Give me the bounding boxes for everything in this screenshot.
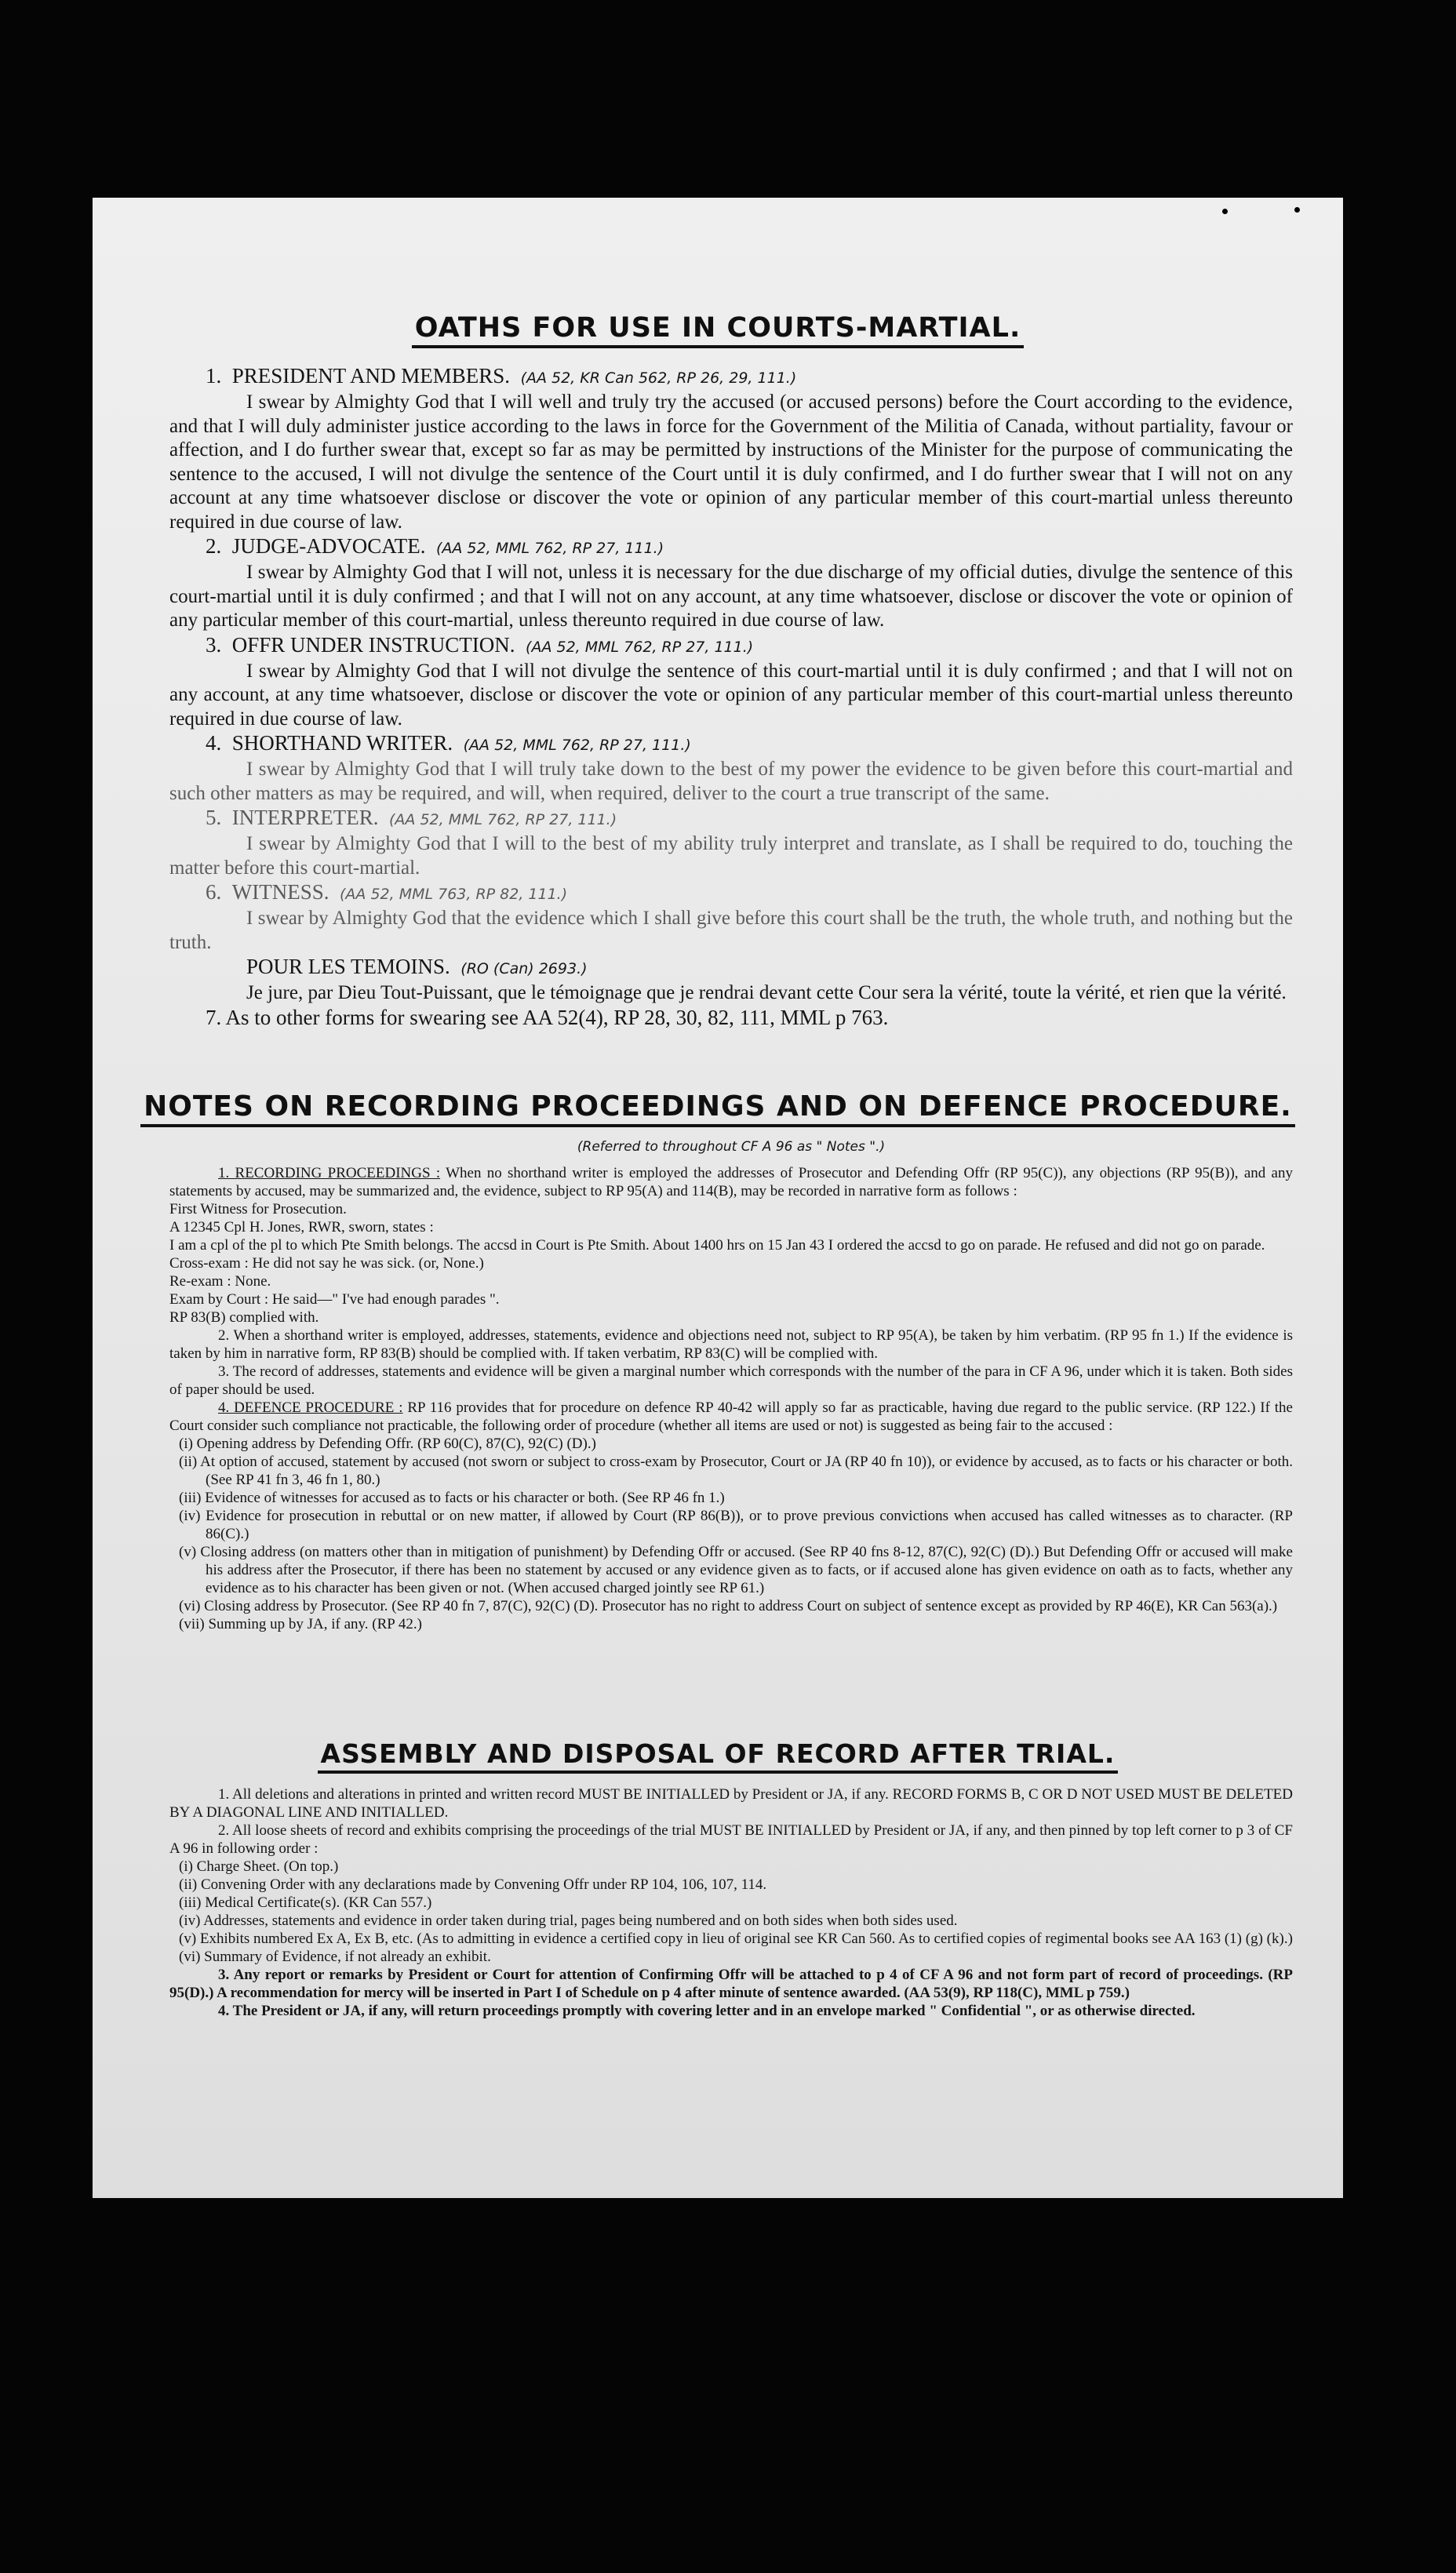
oath-shorthand-text: I swear by Almighty God that I will truly take down to the best of my power the evidence to be given before this court-martial and such other matters as may be required, and will, when required, deliver to the court a true transcript of the same. [169, 759, 1293, 804]
oaths-title: OATHS FOR USE IN COURTS-MARTIAL. [93, 312, 1343, 344]
oath-witness-text: I swear by Almighty God that the evidence which I shall give before this court shall be the truth, the whole truth, and nothing but the truth. [169, 908, 1293, 953]
example-line: A 12345 Cpl H. Jones, RWR, sworn, states : [169, 1219, 434, 1236]
example-line: Re-exam : None. [169, 1273, 271, 1290]
assembly-item: (i) Charge Sheet. (On top.) [179, 1858, 339, 1875]
assembly-item: (v) Exhibits numbered Ex A, Ex B, etc. (As to admitting in evidence a certified copy in lieu of original see KR Can 560. As to certified copies of regimental books see AA 163 (1) (g) (k).) [179, 1931, 1293, 1947]
oath-president-heading: 1. PRESIDENT AND MEMBERS. (AA 52, KR Can 562, RP 26, 29, 111.) [206, 364, 797, 388]
notes-section [169, 1139, 1293, 1633]
oath-judge-advocate-heading: 2. JUDGE-ADVOCATE. (AA 52, MML 762, RP 27, 111.) [206, 534, 664, 558]
oath-shorthand-heading: 4. SHORTHAND WRITER. (AA 52, MML 762, RP 27, 111.) [206, 731, 691, 755]
notes-para-1: 1. RECORDING PROCEEDINGS : When no shorthand writer is employed the addresses of Prosecutor and Defending Offr (RP 95(C)), any objections (RP 95(B)), and any statements by accused, may be summarized and, the evidence, subject to RP 95(A) and 114(B), may be recorded in narrative form as follows : [169, 1165, 1293, 1199]
assembly-item: (ii) Convening Order with any declarations made by Convening Offr under RP 104, 106, 107, 114. [179, 1876, 767, 1893]
defence-item: (vi) Closing address by Prosecutor. (See RP 40 fn 7, 87(C), 92(C) (D). Prosecutor has no right to address Court on subject of sentence except as provided by RP 46(E), KR Can 563(a).) [179, 1598, 1278, 1614]
oath-judge-advocate-text: I swear by Almighty God that I will not, unless it is necessary for the due discharge of my official duties, divulge the sentence of this court-martial until it is duly confirmed ; and that I will not on any account, at any time whatsoever, disclose or discover the vote or opinion of any particular member of this court-martial, unless thereunto required in due course of law. [169, 562, 1293, 631]
defence-item: (v) Closing address (on matters other than in mitigation of punishment) by Defending Offr or accused. (See RP 40 fns 8-12, 87(C), 92(C) (D).) But Defending Offr or accused will make his address after the Prosecutor, if there has been no statement by accused or any evidence given as to facts, or if accused alone has given evidence on oath as to facts, whether any evidence as to his character has been given or not. (When accused charged jointly see RP 61.) [179, 1544, 1293, 1596]
document-page [93, 198, 1343, 2198]
oath-president-text: I swear by Almighty God that I will well and truly try the accused (or accused persons) before the Court according to the evidence, and that I will duly administer justice according to the laws in force for the Government of the Militia of Canada, without partiality, favour or affection, and I do further swear that, except so far as may be permitted by instructions of the Minister for the purpose of communicating the sentence to the accused, I will not divulge the sentence of the Court until it is duly confirmed, and I do further swear that I will not on any account at any time whatsoever disclose or discover the vote or opinion of any particular member of this court-martial unless thereunto required in due course of law. [169, 391, 1293, 533]
oath-interpreter-heading: 5. INTERPRETER. (AA 52, MML 762, RP 27, 111.) [206, 806, 617, 829]
oath-offr-text: I swear by Almighty God that I will not divulge the sentence of this court-martial until it is duly confirmed ; and that I will not on any account, at any time whatsoever, disclose or discover the vote or opinion of any particular member of this court-martial unless thereunto required in due course of law. [169, 660, 1293, 730]
assembly-item: (iii) Medical Certificate(s). (KR Can 557.) [179, 1894, 432, 1911]
example-line: First Witness for Prosecution. [169, 1201, 347, 1217]
example-line: Exam by Court : He said—" I've had enough parades ". [169, 1291, 500, 1308]
assembly-title: ASSEMBLY AND DISPOSAL OF RECORD AFTER TRIAL. [93, 1738, 1343, 1769]
assembly-para-2: 2. All loose sheets of record and exhibits comprising the proceedings of the trial MUST BE INITIALLED by President or JA, if any, and then pinned by top left corner to p 3 of CF A 96 in following order : [169, 1822, 1293, 1857]
notes-para-3: 3. The record of addresses, statements and evidence will be given a marginal number which corresponds with the number of the para in CF A 96, under which it is taken. Both sides of paper should be used. [169, 1363, 1293, 1398]
defence-item: (i) Opening address by Defending Offr. (RP 60(C), 87(C), 92(C) (D).) [179, 1436, 596, 1452]
example-line: RP 83(B) complied with. [169, 1309, 319, 1326]
page-dot [1222, 209, 1228, 214]
assembly-item: (iv) Addresses, statements and evidence in order taken during trial, pages being numbered and on both sides when both sides used. [179, 1912, 958, 1929]
notes-title: NOTES ON RECORDING PROCEEDINGS AND ON DEFENCE PROCEDURE. [93, 1090, 1343, 1123]
temoins-heading: POUR LES TEMOINS. (RO (Can) 2693.) [246, 955, 588, 978]
defence-item: (iv) Evidence for prosecution in rebuttal or on new matter, if allowed by Court (RP 86(B)), or to prove previous convictions when accused has called witnesses as to character. (RP 86(C).) [179, 1508, 1293, 1542]
page-dot [1294, 207, 1300, 213]
notes-subtitle: (Referred to throughout CF A 96 as " Notes ".) [577, 1139, 886, 1155]
assembly-item: (vi) Summary of Evidence, if not already an exhibit. [179, 1949, 491, 1965]
notes-para-2: 2. When a shorthand writer is employed, addresses, statements, evidence and objections need not, subject to RP 95(A), be taken by him verbatim. (RP 95 fn 1.) If the evidence is taken by him in narrative form, RP 83(B) should be complied with. If taken verbatim, RP 83(C) will be complied with. [169, 1327, 1293, 1362]
oath-offr-heading: 3. OFFR UNDER INSTRUCTION. (AA 52, MML 762, RP 27, 111.) [206, 632, 754, 657]
oath-witness-heading: 6. WITNESS. (AA 52, MML 763, RP 82, 111.) [206, 880, 568, 904]
defence-item: (vii) Summing up by JA, if any. (RP 42.) [179, 1616, 422, 1632]
defence-item: (ii) At option of accused, statement by accused (not sworn or subject to cross-exam by Prosecutor, Court or JA (RP 40 fn 10)), or evidence by accused, as to facts or his character or both. (See RP 41 fn 3, 46 fn 1, 80.) [179, 1454, 1293, 1488]
oath-interpreter-text: I swear by Almighty God that I will to the best of my ability truly interpret and translate, as I shall be required to do, touching the matter before this court-martial. [169, 833, 1293, 879]
assembly-para-3: 3. Any report or remarks by President or Court for attention of Confirming Offr will be attached to p 4 of CF A 96 and not form part of record of proceedings. (RP 95(D).) A recommendation for mercy will be inserted in Part I of Schedule on p 4 after minute of sentence awarded. (AA 53(9), RP 118(C), MML p 759.) [169, 1967, 1293, 2001]
oaths-section [169, 364, 1293, 1030]
assembly-section [169, 1785, 1293, 2020]
assembly-para-4: 4. The President or JA, if any, will return proceedings promptly with covering letter and in an envelope marked " Confidential ", or as otherwise directed. [218, 2003, 1196, 2019]
example-line: Cross-exam : He did not say he was sick. (or, None.) [169, 1255, 484, 1272]
assembly-para-1: 1. All deletions and alterations in printed and written record MUST BE INITIALLED by President or JA, if any. RECORD FORMS B, C OR D NOT USED MUST BE DELETED BY A DIAGONAL LINE AND INITIALLED. [169, 1786, 1293, 1821]
oath-other-forms: 7. As to other forms for swearing see AA 52(4), RP 28, 30, 82, 111, MML p 763. [206, 1005, 889, 1029]
example-line: I am a cpl of the pl to which Pte Smith belongs. The accsd in Court is Pte Smith. About 1400 hrs on 15 Jan 43 I ordered the accsd to go on parade. He refused and did not go on parade. [169, 1237, 1265, 1254]
temoins-text: Je jure, par Dieu Tout-Puissant, que le témoignage que je rendrai devant cette Cour sera la vérité, toute la vérité, et rien que la vérité. [246, 982, 1287, 1003]
defence-item: (iii) Evidence of witnesses for accused as to facts or his character or both. (See RP 46 fn 1.) [179, 1490, 725, 1506]
notes-para-4: 4. DEFENCE PROCEDURE : RP 116 provides that for procedure on defence RP 40-42 will apply so far as practicable, having due regard to the public service. (RP 122.) If the Court consider such compliance not practicable, the following order of procedure (whether all items are used or not) is suggested as being fair to the accused : [169, 1399, 1293, 1434]
